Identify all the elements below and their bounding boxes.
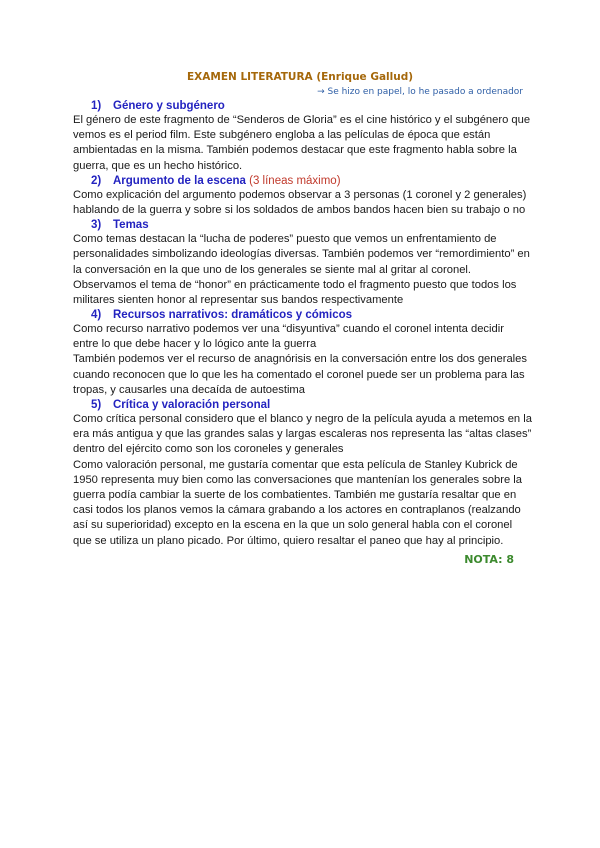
paragraph-line: personalidades simbolizando ideologías diversas. También podemos ver “remordimiento” en — [73, 248, 530, 261]
section-heading — [73, 218, 533, 232]
paragraph — [73, 278, 533, 308]
section-heading — [73, 99, 533, 113]
section-number: 1) — [91, 100, 102, 112]
exam-title: EXAMEN LITERATURA (Enrique Gallud) — [186, 71, 414, 83]
grade-label: NOTA: 8 — [464, 553, 514, 566]
paragraph-line: 1950 representa muy bien como las conversaciones que mantenían los generales sobre la — [73, 473, 523, 486]
paragraph — [73, 322, 533, 352]
paragraph-line: tropas, y causarles una decaída de autoestima — [73, 383, 305, 396]
section-heading — [73, 174, 533, 188]
paragraph-line: El género de este fragmento de “Senderos de Gloria” es el cine histórico y el subgénero que — [73, 114, 531, 126]
paragraph-line: así su superioridad) excepto en la escena en la que un solo general habla con el coronel — [73, 519, 513, 532]
paragraph-line: militares sienten honor al representar sus bandos respectivamente — [73, 293, 404, 306]
section-number: 4) — [91, 309, 102, 322]
paragraph — [73, 113, 533, 174]
paragraph-line: la conversación en la que uno de los generales se siente mal al gritar al coronel. — [73, 263, 472, 276]
paragraph — [73, 412, 533, 458]
section-title: Temas — [113, 219, 149, 232]
section-number: 2) — [91, 174, 102, 187]
paragraph-line: hablando de la guerra y sobre si los soldados de ambos bandos hacen bien su trabajo o no — [73, 203, 526, 216]
paragraph-line: Como crítica personal considero que el blanco y negro de la película ayuda a metemos en la — [73, 413, 532, 425]
section-title: Género y subgénero — [113, 100, 225, 112]
paragraph — [73, 352, 533, 398]
paragraph-line: Observamos el tema de “honor” en prácticamente todo el fragmento puesto que todos los — [73, 278, 517, 291]
paragraph-line: guerra, que es un hecho histórico. — [73, 159, 243, 172]
paragraph-line: También podemos ver el recurso de anagnórisis en la conversación entre los dos generales — [73, 353, 527, 366]
paragraph-line: vemos es el period film. Este subgénero engloba a las películas de época que están — [73, 129, 491, 142]
section-title: Recursos narrativos: dramáticos y cómicos — [113, 309, 353, 322]
paragraph-line: entre lo que debe hacer y lo lógico ante la guerra — [73, 338, 317, 351]
section-heading — [73, 398, 533, 412]
section-number: 3) — [91, 219, 102, 232]
section-title: Argumento de la escena — [113, 174, 246, 187]
paragraph-line: era más antigua y que las grandes salas y largas escaleras nos representa las “altas clases” — [73, 428, 532, 441]
transcription-note: → Se hizo en papel, lo he pasado a ordenador — [317, 87, 523, 97]
document-body — [73, 99, 533, 549]
paragraph-line: Como temas destacan la “lucha de poderes” puesto que vemos un enfrentamiento de — [73, 233, 497, 246]
paragraph-line: guerra podía cambiar la suerte de los combatientes. También me gustaría resaltar que en — [73, 488, 517, 501]
paragraph-line: casi todos los planos vemos la cámara grabando a los actores en contraplanos (realzando — [73, 504, 521, 517]
paragraph-line: Como recurso narrativo podemos ver una “disyuntiva” cuando el coronel intenta decidir — [73, 323, 504, 336]
paragraph-line: que se utiliza un plano picado. Por último, quiero resaltar el paneo que hay al principio. — [73, 534, 504, 547]
paragraph-line: cuando reconocen que lo que les ha comentado el coronel puede ser un problema para las — [73, 368, 525, 381]
section-heading — [73, 308, 533, 322]
paragraph-line: Como explicación del argumento podemos observar a 3 personas (1 coronel y 2 generales) — [73, 188, 527, 201]
paragraph — [73, 458, 533, 549]
paragraph-line: ambientadas en la misma. También podemos destacar que este fragmento habla sobre la — [73, 144, 517, 157]
paragraph — [73, 232, 533, 278]
section-number: 5) — [91, 399, 102, 411]
section-subtitle: (3 líneas máximo) — [249, 174, 341, 187]
section-title: Crítica y valoración personal — [113, 399, 271, 411]
paragraph-line: dentro del ejército como son los coroneles y generales — [73, 443, 344, 456]
paragraph — [73, 188, 533, 218]
paragraph-line: Como valoración personal, me gustaría comentar que esta película de Stanley Kubrick de — [73, 458, 518, 471]
